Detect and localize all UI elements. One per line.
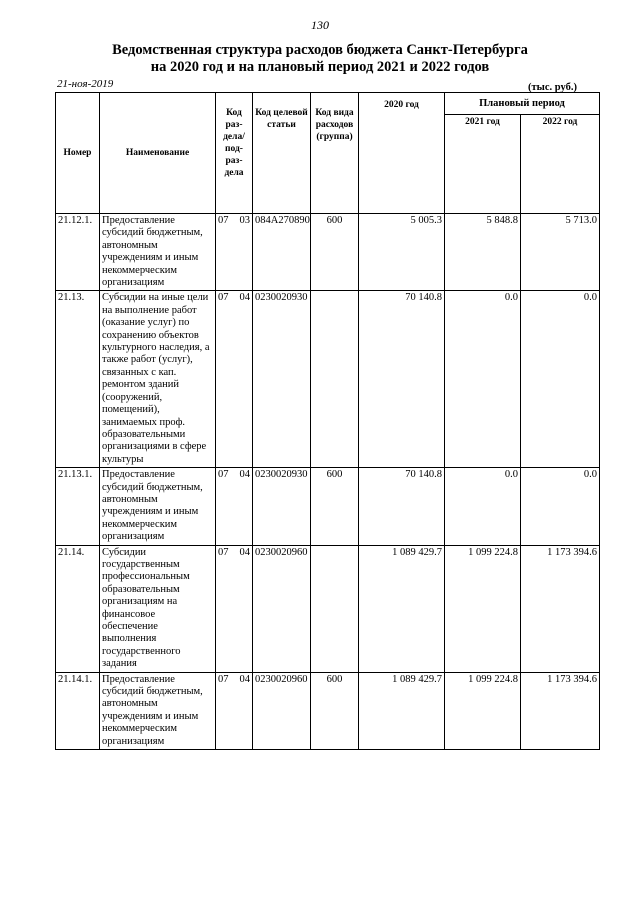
row-expense-type: 600 — [311, 468, 359, 545]
section-code: 07 — [218, 546, 229, 558]
subsection-code: 04 — [239, 469, 250, 481]
subsection-code: 04 — [239, 292, 250, 304]
row-section-code — [216, 545, 253, 672]
row-2022-value: 1 173 394.6 — [521, 672, 600, 749]
budget-table — [55, 92, 600, 750]
header-expense-type-code: Код вида расходов (группа) — [311, 93, 359, 214]
row-section-code — [216, 468, 253, 545]
row-name: Субсидии на иные цели на выполнение работ (оказание услуг) по сохранению объектов культурного наследия, а также работ (услуг), связанных с кап. ремонтом зданий (сооружений, помещений), занимаемых проф. образовательными организациями в сфере культуры — [100, 291, 216, 468]
document-date: 21-ноя-2019 — [57, 78, 114, 90]
section-code: 07 — [218, 469, 229, 481]
row-number: 21.14. — [56, 545, 100, 672]
row-number: 21.13.1. — [56, 468, 100, 545]
header-2020: 2020 год — [359, 93, 445, 214]
row-2020-value: 1 089 429.7 — [359, 672, 445, 749]
row-target-code: 0230020960 — [253, 545, 311, 672]
header-section-code: Код раз- дела/ под- раз- дела — [216, 93, 253, 214]
page-number: 130 — [311, 18, 329, 32]
row-section-code — [216, 672, 253, 749]
row-expense-type: 600 — [311, 214, 359, 291]
row-2020-value: 1 089 429.7 — [359, 545, 445, 672]
row-2021-value: 0.0 — [445, 291, 521, 468]
row-2022-value: 0.0 — [521, 468, 600, 545]
row-number: 21.14.1. — [56, 672, 100, 749]
subsection-code: 04 — [239, 673, 250, 685]
row-2021-value: 5 848.8 — [445, 214, 521, 291]
subsection-code: 04 — [239, 546, 250, 558]
row-target-code: 0230020930 — [253, 291, 311, 468]
document-title — [0, 42, 640, 76]
section-code: 07 — [218, 215, 229, 226]
row-number: 21.12.1. — [56, 214, 100, 291]
row-name: Предоставление субсидий бюджетным, автономным учреждениям и иным некоммерческим организациям — [100, 214, 216, 291]
title-line-2: на 2020 год и на плановый период 2021 и 2022 годов — [150, 59, 490, 75]
header-planned-period: Плановый период — [445, 93, 600, 115]
header-number: Номер — [56, 93, 100, 214]
subsection-code: 03 — [239, 215, 250, 226]
row-name: Субсидии государственным профессиональным образовательным организациям на финансовое обеспечение выполнения государственного задания — [100, 545, 216, 672]
table-row — [56, 291, 600, 468]
row-expense-type — [311, 545, 359, 672]
row-section-code — [216, 291, 253, 468]
header-target-code: Код целевой статьи — [253, 93, 311, 214]
row-number: 21.13. — [56, 291, 100, 468]
units-label: (тыс. руб.) — [528, 82, 577, 93]
row-target-code: 0230020930 — [253, 468, 311, 545]
row-name: Предоставление субсидий бюджетным, автономным учреждениям и иным некоммерческим организациям — [100, 672, 216, 749]
row-2022-value: 5 713.0 — [521, 214, 600, 291]
table-row — [56, 672, 600, 749]
row-name: Предоставление субсидий бюджетным, автономным учреждениям и иным некоммерческим организациям — [100, 468, 216, 545]
row-2021-value: 0.0 — [445, 468, 521, 545]
row-expense-type: 600 — [311, 672, 359, 749]
row-2020-value: 70 140.8 — [359, 291, 445, 468]
row-section-code — [216, 214, 253, 291]
table-row — [56, 468, 600, 545]
section-code: 07 — [218, 292, 229, 304]
row-2022-value: 0.0 — [521, 291, 600, 468]
row-2022-value: 1 173 394.6 — [521, 545, 600, 672]
row-2020-value: 5 005.3 — [359, 214, 445, 291]
header-2021: 2021 год — [445, 115, 521, 214]
header-2022: 2022 год — [521, 115, 600, 214]
row-target-code: 084А270890 — [253, 214, 311, 291]
table-row — [56, 545, 600, 672]
section-code: 07 — [218, 673, 229, 685]
row-expense-type — [311, 291, 359, 468]
row-target-code: 0230020960 — [253, 672, 311, 749]
title-line-1: Ведомственная структура расходов бюджета Санкт-Петербурга — [112, 42, 528, 58]
row-2021-value: 1 099 224.8 — [445, 545, 521, 672]
row-2020-value: 70 140.8 — [359, 468, 445, 545]
header-name: Наименование — [100, 93, 216, 214]
row-2021-value: 1 099 224.8 — [445, 672, 521, 749]
table-row — [56, 214, 600, 291]
